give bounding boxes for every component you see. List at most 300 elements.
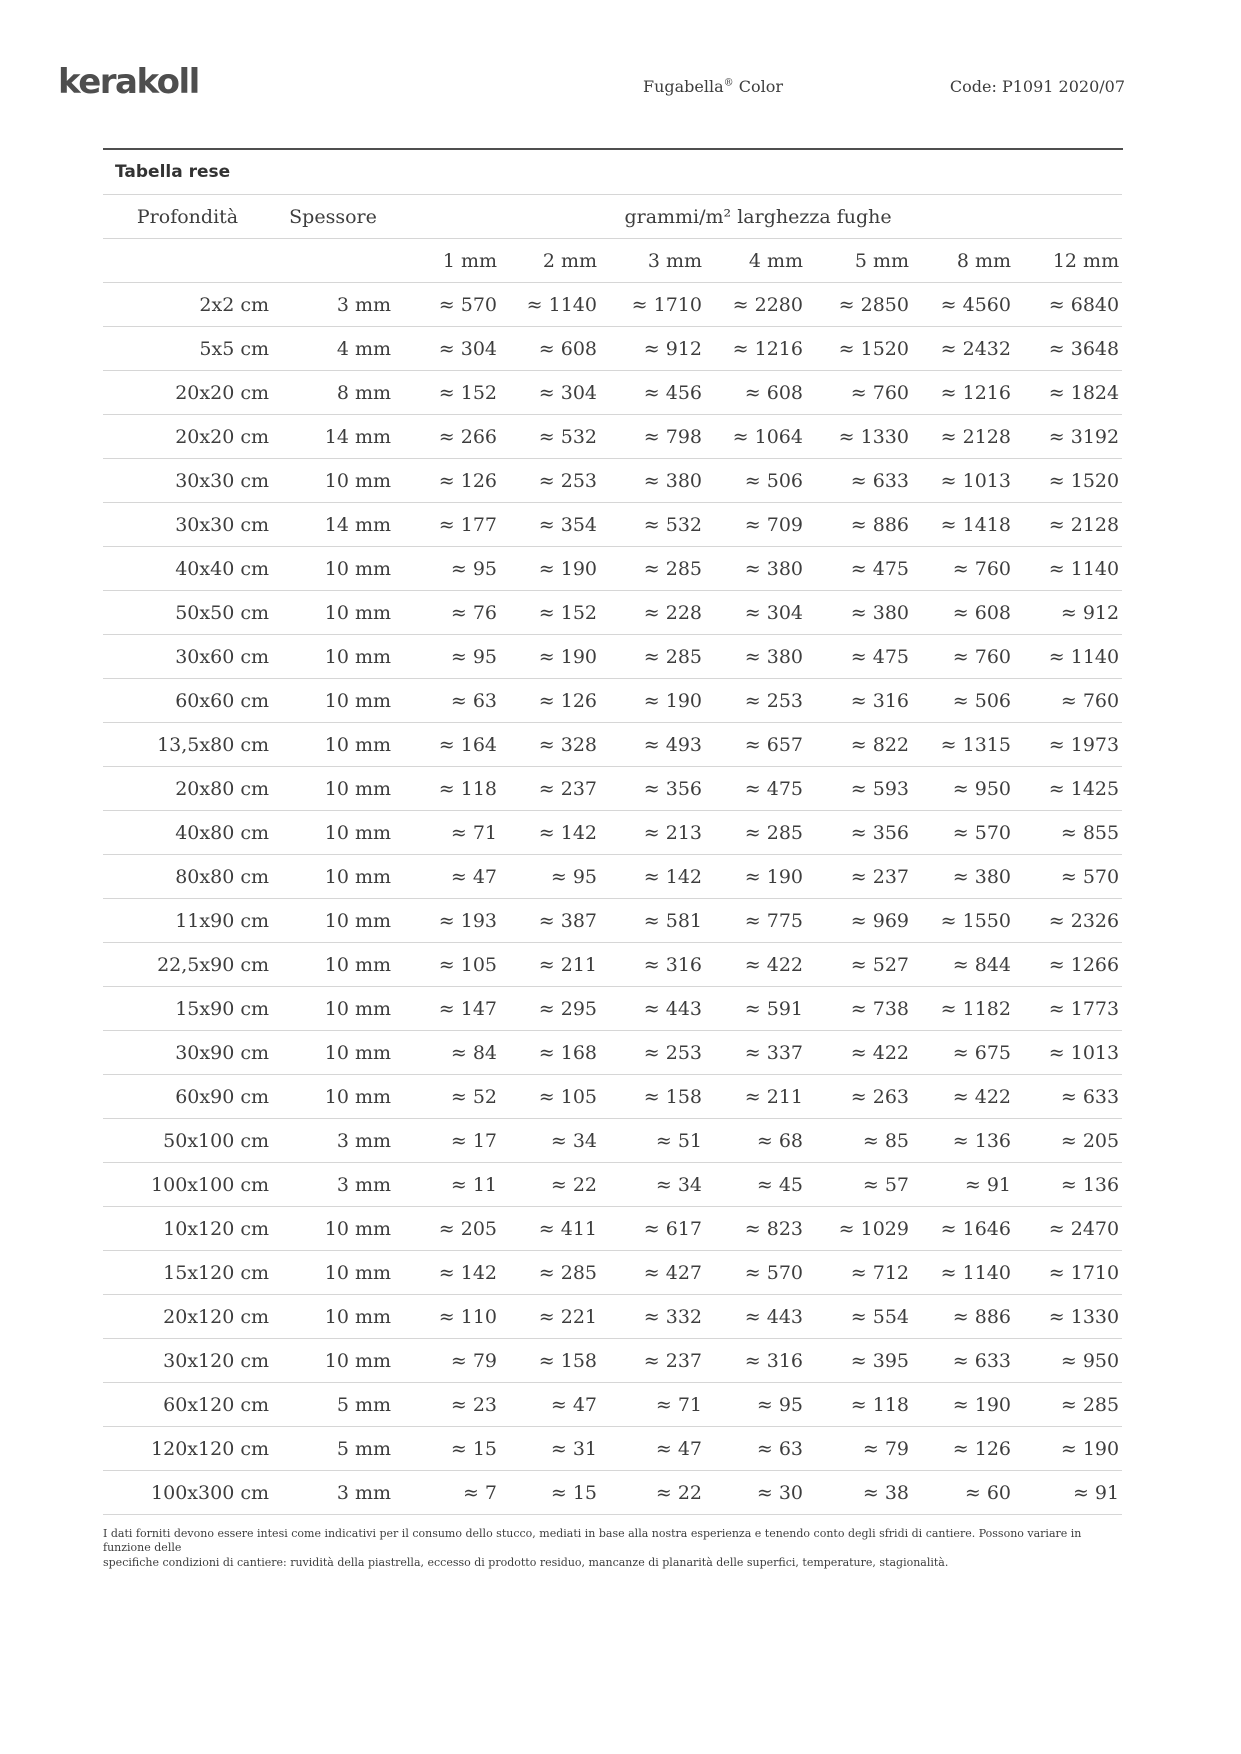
yield-value-cell: ≈ 1140 (1048, 557, 1120, 580)
yield-table-body (103, 283, 1122, 1515)
yield-value-cell: ≈ 57 (862, 1173, 909, 1196)
table-row (103, 415, 1122, 459)
table-row (103, 1295, 1122, 1339)
yield-value-cell: ≈ 1140 (1048, 645, 1120, 668)
yield-value-cell: ≈ 2470 (1048, 1217, 1120, 1240)
thickness-cell: 10 mm (324, 689, 391, 712)
thickness-cell: 10 mm (324, 1217, 391, 1240)
yield-value-cell: ≈ 798 (643, 425, 702, 448)
yield-value-cell: ≈ 1330 (838, 425, 909, 448)
yield-value-cell: ≈ 285 (643, 557, 702, 580)
yield-value-cell: ≈ 443 (744, 1305, 803, 1328)
yield-value-cell: ≈ 332 (643, 1305, 702, 1328)
table-row (103, 679, 1122, 723)
table-row (103, 1119, 1122, 1163)
yield-value-cell: ≈ 23 (450, 1393, 497, 1416)
yield-value-cell: ≈ 1216 (732, 337, 803, 360)
yield-value-cell: ≈ 912 (1060, 601, 1120, 624)
registered-trademark-symbol: ® (723, 77, 734, 89)
yield-table-section (103, 148, 1123, 1570)
yield-value-cell: ≈ 142 (643, 865, 702, 888)
format-cell: 40x40 cm (175, 557, 269, 580)
yield-value-cell: ≈ 532 (643, 513, 702, 536)
yield-value-cell: ≈ 422 (744, 953, 803, 976)
yield-value-cell: ≈ 1773 (1048, 997, 1120, 1020)
yield-value-cell: ≈ 1266 (1048, 953, 1120, 976)
empty-header-cell (103, 239, 272, 283)
format-cell: 120x120 cm (151, 1437, 269, 1460)
yield-value-cell: ≈ 760 (1060, 689, 1120, 712)
yield-value-cell: ≈ 142 (538, 821, 597, 844)
format-cell: 20x120 cm (163, 1305, 269, 1328)
yield-value-cell: ≈ 95 (550, 865, 597, 888)
table-row (103, 723, 1122, 767)
yield-value-cell: ≈ 79 (450, 1349, 497, 1372)
yield-value-cell: ≈ 633 (1060, 1085, 1120, 1108)
yield-value-cell: ≈ 105 (438, 953, 497, 976)
table-row (103, 811, 1122, 855)
yield-value-cell: ≈ 591 (744, 997, 803, 1020)
yield-value-cell: ≈ 950 (1060, 1349, 1120, 1372)
yield-value-cell: ≈ 213 (643, 821, 702, 844)
yield-value-cell: ≈ 95 (450, 645, 497, 668)
yield-value-cell: ≈ 190 (1060, 1437, 1120, 1460)
footnote-line: I dati forniti devono essere intesi come indicativi per il consumo dello stucco, mediati in base alla nostra esperienza e tenendo conto degli sfridi di cantiere. Possono variare in funzione delle (103, 1527, 1082, 1555)
document-code: Code: P1091 2020/07 (949, 77, 1125, 96)
table-row (103, 767, 1122, 811)
yield-value-cell: ≈ 221 (538, 1305, 597, 1328)
thickness-cell: 10 mm (324, 1041, 391, 1064)
yield-value-cell: ≈ 285 (1060, 1393, 1120, 1416)
yield-value-cell: ≈ 1140 (940, 1261, 1011, 1284)
yield-value-cell: ≈ 76 (450, 601, 497, 624)
yield-value-cell: ≈ 443 (643, 997, 702, 1020)
yield-value-cell: ≈ 285 (744, 821, 803, 844)
yield-value-cell: ≈ 316 (850, 689, 909, 712)
thickness-cell: 10 mm (324, 1085, 391, 1108)
yield-value-cell: ≈ 47 (655, 1437, 702, 1460)
format-cell: 5x5 cm (199, 337, 269, 360)
format-cell: 60x120 cm (163, 1393, 269, 1416)
yield-value-cell: ≈ 22 (655, 1481, 702, 1504)
yield-value-cell: ≈ 886 (952, 1305, 1011, 1328)
yield-value-cell: ≈ 30 (756, 1481, 803, 1504)
thickness-cell: 8 mm (336, 381, 391, 404)
grams-group-header: grammi/m² larghezza fughe (624, 205, 892, 228)
yield-value-cell: ≈ 1013 (940, 469, 1011, 492)
yield-value-cell: ≈ 228 (643, 601, 702, 624)
format-cell: 30x60 cm (175, 645, 269, 668)
yield-value-cell: ≈ 211 (744, 1085, 803, 1108)
kerakoll-logo: kerakoll (58, 62, 199, 102)
table-row (103, 1383, 1122, 1427)
format-cell: 30x90 cm (175, 1041, 269, 1064)
table-header-row-groups (103, 195, 1122, 239)
yield-value-cell: ≈ 570 (438, 293, 497, 316)
yield-table (103, 194, 1122, 1515)
yield-value-cell: ≈ 1710 (631, 293, 702, 316)
yield-value-cell: ≈ 177 (438, 513, 497, 536)
yield-value-cell: ≈ 253 (643, 1041, 702, 1064)
joint-width-header: 4 mm (748, 249, 803, 272)
yield-value-cell: ≈ 31 (550, 1437, 597, 1460)
thickness-cell: 10 mm (324, 1305, 391, 1328)
format-cell: 20x20 cm (175, 381, 269, 404)
thickness-cell: 3 mm (336, 1173, 391, 1196)
format-cell: 100x300 cm (151, 1481, 269, 1504)
yield-value-cell: ≈ 570 (744, 1261, 803, 1284)
yield-value-cell: ≈ 1216 (940, 381, 1011, 404)
yield-value-cell: ≈ 3192 (1048, 425, 1120, 448)
yield-value-cell: ≈ 158 (643, 1085, 702, 1108)
yield-value-cell: ≈ 608 (952, 601, 1011, 624)
format-cell: 30x30 cm (175, 513, 269, 536)
thickness-cell: 10 mm (324, 733, 391, 756)
yield-value-cell: ≈ 52 (450, 1085, 497, 1108)
yield-value-cell: ≈ 395 (850, 1349, 909, 1372)
yield-value-cell: ≈ 34 (655, 1173, 702, 1196)
yield-value-cell: ≈ 168 (538, 1041, 597, 1064)
yield-value-cell: ≈ 387 (538, 909, 597, 932)
thickness-cell: 10 mm (324, 645, 391, 668)
yield-value-cell: ≈ 126 (538, 689, 597, 712)
table-header-row-widths (103, 239, 1122, 283)
yield-value-cell: ≈ 427 (643, 1261, 702, 1284)
yield-value-cell: ≈ 142 (438, 1261, 497, 1284)
table-row (103, 1251, 1122, 1295)
product-name: Fugabella (642, 77, 724, 96)
yield-value-cell: ≈ 237 (643, 1349, 702, 1372)
yield-value-cell: ≈ 136 (952, 1129, 1011, 1152)
format-cell: 20x20 cm (175, 425, 269, 448)
table-row (103, 283, 1122, 327)
yield-value-cell: ≈ 126 (438, 469, 497, 492)
thickness-cell: 14 mm (324, 513, 391, 536)
yield-value-cell: ≈ 190 (643, 689, 702, 712)
yield-value-cell: ≈ 285 (538, 1261, 597, 1284)
yield-value-cell: ≈ 1425 (1048, 777, 1120, 800)
table-row (103, 1207, 1122, 1251)
document-product-title (643, 77, 783, 96)
yield-value-cell: ≈ 506 (744, 469, 803, 492)
yield-value-cell: ≈ 1824 (1048, 381, 1120, 404)
format-cell: 15x90 cm (175, 997, 269, 1020)
yield-value-cell: ≈ 7 (462, 1481, 497, 1504)
yield-value-cell: ≈ 136 (1060, 1173, 1120, 1196)
thickness-cell: 10 mm (324, 557, 391, 580)
yield-value-cell: ≈ 38 (862, 1481, 909, 1504)
yield-value-cell: ≈ 1520 (838, 337, 909, 360)
yield-value-cell: ≈ 823 (744, 1217, 803, 1240)
format-cell: 30x30 cm (175, 469, 269, 492)
yield-value-cell: ≈ 95 (450, 557, 497, 580)
format-cell: 11x90 cm (175, 909, 269, 932)
thickness-cell: 10 mm (324, 1349, 391, 1372)
table-row (103, 591, 1122, 635)
yield-value-cell: ≈ 110 (438, 1305, 497, 1328)
thickness-cell: 10 mm (324, 997, 391, 1020)
yield-value-cell: ≈ 356 (643, 777, 702, 800)
joint-width-header: 12 mm (1052, 249, 1120, 272)
yield-value-cell: ≈ 266 (438, 425, 497, 448)
yield-value-cell: ≈ 411 (538, 1217, 597, 1240)
table-row (103, 503, 1122, 547)
yield-value-cell: ≈ 822 (850, 733, 909, 756)
yield-value-cell: ≈ 164 (438, 733, 497, 756)
yield-value-cell: ≈ 493 (643, 733, 702, 756)
yield-value-cell: ≈ 205 (1060, 1129, 1120, 1152)
format-cell: 60x60 cm (175, 689, 269, 712)
yield-value-cell: ≈ 91 (1072, 1481, 1120, 1504)
yield-value-cell: ≈ 456 (643, 381, 702, 404)
yield-value-cell: ≈ 237 (850, 865, 909, 888)
thickness-cell: 5 mm (336, 1393, 391, 1416)
thickness-cell: 10 mm (324, 909, 391, 932)
yield-value-cell: ≈ 844 (952, 953, 1011, 976)
yield-value-cell: ≈ 68 (756, 1129, 803, 1152)
yield-value-cell: ≈ 633 (952, 1349, 1011, 1372)
yield-value-cell: ≈ 4560 (940, 293, 1011, 316)
yield-value-cell: ≈ 1182 (940, 997, 1011, 1020)
yield-value-cell: ≈ 608 (744, 381, 803, 404)
yield-value-cell: ≈ 422 (952, 1085, 1011, 1108)
yield-value-cell: ≈ 2326 (1048, 909, 1120, 932)
yield-value-cell: ≈ 79 (862, 1437, 909, 1460)
yield-value-cell: ≈ 2850 (838, 293, 909, 316)
empty-header-cell (272, 239, 394, 283)
yield-value-cell: ≈ 712 (850, 1261, 909, 1284)
table-title: Tabella rese (115, 162, 231, 182)
yield-value-cell: ≈ 71 (655, 1393, 702, 1416)
table-row (103, 987, 1122, 1031)
yield-value-cell: ≈ 1550 (940, 909, 1011, 932)
table-row (103, 1163, 1122, 1207)
format-cell: 50x50 cm (175, 601, 269, 624)
yield-value-cell: ≈ 506 (952, 689, 1011, 712)
format-cell: 13,5x80 cm (157, 733, 269, 756)
yield-value-cell: ≈ 190 (538, 557, 597, 580)
yield-value-cell: ≈ 190 (744, 865, 803, 888)
yield-value-cell: ≈ 3648 (1048, 337, 1120, 360)
format-cell: 30x120 cm (163, 1349, 269, 1372)
yield-value-cell: ≈ 190 (538, 645, 597, 668)
thickness-cell: 10 mm (324, 469, 391, 492)
table-row (103, 371, 1122, 415)
table-row (103, 1471, 1122, 1515)
yield-value-cell: ≈ 1013 (1048, 1041, 1120, 1064)
yield-value-cell: ≈ 633 (850, 469, 909, 492)
footnote (103, 1527, 1123, 1570)
yield-value-cell: ≈ 2128 (940, 425, 1011, 448)
yield-value-cell: ≈ 15 (450, 1437, 497, 1460)
table-row (103, 327, 1122, 371)
table-row (103, 943, 1122, 987)
yield-value-cell: ≈ 570 (1060, 865, 1120, 888)
yield-value-cell: ≈ 304 (538, 381, 597, 404)
yield-value-cell: ≈ 158 (538, 1349, 597, 1372)
yield-value-cell: ≈ 1029 (838, 1217, 909, 1240)
thickness-cell: 10 mm (324, 1261, 391, 1284)
joint-width-header: 5 mm (854, 249, 909, 272)
yield-value-cell: ≈ 527 (850, 953, 909, 976)
yield-value-cell: ≈ 211 (538, 953, 597, 976)
yield-value-cell: ≈ 1064 (732, 425, 803, 448)
yield-value-cell: ≈ 2432 (940, 337, 1011, 360)
yield-value-cell: ≈ 532 (538, 425, 597, 448)
yield-value-cell: ≈ 237 (538, 777, 597, 800)
yield-value-cell: ≈ 475 (850, 645, 909, 668)
yield-value-cell: ≈ 253 (744, 689, 803, 712)
yield-value-cell: ≈ 85 (862, 1129, 909, 1152)
yield-value-cell: ≈ 1315 (940, 733, 1011, 756)
format-cell: 10x120 cm (163, 1217, 269, 1240)
format-cell: 15x120 cm (163, 1261, 269, 1284)
yield-value-cell: ≈ 1520 (1048, 469, 1120, 492)
yield-value-cell: ≈ 380 (744, 645, 803, 668)
joint-width-header: 8 mm (956, 249, 1011, 272)
yield-value-cell: ≈ 91 (964, 1173, 1011, 1196)
format-cell: 40x80 cm (175, 821, 269, 844)
format-cell: 22,5x90 cm (157, 953, 269, 976)
yield-value-cell: ≈ 675 (952, 1041, 1011, 1064)
yield-value-cell: ≈ 554 (850, 1305, 909, 1328)
yield-value-cell: ≈ 2128 (1048, 513, 1120, 536)
yield-value-cell: ≈ 47 (450, 865, 497, 888)
yield-value-cell: ≈ 22 (550, 1173, 597, 1196)
table-row (103, 1031, 1122, 1075)
yield-value-cell: ≈ 855 (1060, 821, 1120, 844)
table-row (103, 459, 1122, 503)
yield-value-cell: ≈ 380 (952, 865, 1011, 888)
format-cell: 50x100 cm (163, 1129, 269, 1152)
yield-value-cell: ≈ 475 (744, 777, 803, 800)
yield-value-cell: ≈ 193 (438, 909, 497, 932)
yield-value-cell: ≈ 1140 (526, 293, 597, 316)
yield-value-cell: ≈ 84 (450, 1041, 497, 1064)
yield-value-cell: ≈ 475 (850, 557, 909, 580)
format-cell: 60x90 cm (175, 1085, 269, 1108)
yield-value-cell: ≈ 47 (550, 1393, 597, 1416)
yield-value-cell: ≈ 118 (850, 1393, 909, 1416)
yield-value-cell: ≈ 45 (756, 1173, 803, 1196)
yield-value-cell: ≈ 969 (850, 909, 909, 932)
yield-value-cell: ≈ 15 (550, 1481, 597, 1504)
yield-value-cell: ≈ 152 (438, 381, 497, 404)
yield-value-cell: ≈ 328 (538, 733, 597, 756)
thickness-cell: 4 mm (336, 337, 391, 360)
joint-width-header: 2 mm (542, 249, 597, 272)
joint-width-header: 1 mm (442, 249, 497, 272)
yield-value-cell: ≈ 11 (450, 1173, 497, 1196)
yield-value-cell: ≈ 950 (952, 777, 1011, 800)
yield-value-cell: ≈ 380 (850, 601, 909, 624)
table-row (103, 1075, 1122, 1119)
yield-value-cell: ≈ 34 (550, 1129, 597, 1152)
table-row (103, 1339, 1122, 1383)
yield-value-cell: ≈ 657 (744, 733, 803, 756)
thickness-cell: 5 mm (336, 1437, 391, 1460)
yield-value-cell: ≈ 118 (438, 777, 497, 800)
format-cell: 2x2 cm (199, 293, 269, 316)
yield-value-cell: ≈ 105 (538, 1085, 597, 1108)
yield-value-cell: ≈ 608 (538, 337, 597, 360)
yield-value-cell: ≈ 63 (756, 1437, 803, 1460)
yield-value-cell: ≈ 886 (850, 513, 909, 536)
thickness-cell: 10 mm (324, 777, 391, 800)
format-cell: 80x80 cm (175, 865, 269, 888)
yield-value-cell: ≈ 775 (744, 909, 803, 932)
yield-value-cell: ≈ 1646 (940, 1217, 1011, 1240)
yield-value-cell: ≈ 71 (450, 821, 497, 844)
format-column-header: Profondità (136, 205, 239, 228)
yield-value-cell: ≈ 152 (538, 601, 597, 624)
yield-value-cell: ≈ 126 (952, 1437, 1011, 1460)
yield-value-cell: ≈ 570 (952, 821, 1011, 844)
thickness-cell: 10 mm (324, 821, 391, 844)
thickness-cell: 3 mm (336, 293, 391, 316)
product-name-suffix: Color (733, 77, 784, 96)
thickness-cell: 3 mm (336, 1481, 391, 1504)
yield-value-cell: ≈ 617 (643, 1217, 702, 1240)
yield-value-cell: ≈ 709 (744, 513, 803, 536)
yield-value-cell: ≈ 6840 (1048, 293, 1120, 316)
yield-value-cell: ≈ 263 (850, 1085, 909, 1108)
thickness-column-header: Spessore (289, 205, 377, 228)
yield-value-cell: ≈ 295 (538, 997, 597, 1020)
yield-value-cell: ≈ 380 (744, 557, 803, 580)
yield-value-cell: ≈ 51 (655, 1129, 702, 1152)
yield-value-cell: ≈ 316 (744, 1349, 803, 1372)
yield-value-cell: ≈ 147 (438, 997, 497, 1020)
thickness-cell: 3 mm (336, 1129, 391, 1152)
yield-value-cell: ≈ 760 (952, 557, 1011, 580)
yield-value-cell: ≈ 304 (744, 601, 803, 624)
joint-width-header: 3 mm (647, 249, 702, 272)
footnote-line: specifiche condizioni di cantiere: ruvidità della piastrella, eccesso di prodotto residuo, mancanze di planarità delle superfici, temperature, stagionalità. (103, 1555, 949, 1569)
yield-value-cell: ≈ 2280 (732, 293, 803, 316)
yield-value-cell: ≈ 304 (438, 337, 497, 360)
yield-value-cell: ≈ 354 (538, 513, 597, 536)
yield-value-cell: ≈ 912 (643, 337, 702, 360)
table-row (103, 855, 1122, 899)
yield-value-cell: ≈ 356 (850, 821, 909, 844)
table-row (103, 899, 1122, 943)
table-row (103, 635, 1122, 679)
format-cell: 20x80 cm (175, 777, 269, 800)
yield-value-cell: ≈ 1418 (940, 513, 1011, 536)
yield-value-cell: ≈ 760 (952, 645, 1011, 668)
thickness-cell: 14 mm (324, 425, 391, 448)
yield-value-cell: ≈ 1710 (1048, 1261, 1120, 1284)
yield-value-cell: ≈ 285 (643, 645, 702, 668)
format-cell: 100x100 cm (151, 1173, 269, 1196)
thickness-cell: 10 mm (324, 865, 391, 888)
yield-value-cell: ≈ 60 (964, 1481, 1011, 1504)
yield-value-cell: ≈ 593 (850, 777, 909, 800)
thickness-cell: 10 mm (324, 953, 391, 976)
yield-value-cell: ≈ 63 (450, 689, 497, 712)
yield-value-cell: ≈ 1973 (1048, 733, 1120, 756)
yield-value-cell: ≈ 380 (643, 469, 702, 492)
yield-value-cell: ≈ 95 (756, 1393, 803, 1416)
yield-value-cell: ≈ 581 (643, 909, 702, 932)
yield-value-cell: ≈ 760 (850, 381, 909, 404)
yield-value-cell: ≈ 337 (744, 1041, 803, 1064)
yield-value-cell: ≈ 205 (438, 1217, 497, 1240)
yield-value-cell: ≈ 190 (952, 1393, 1011, 1416)
table-row (103, 547, 1122, 591)
yield-value-cell: ≈ 17 (450, 1129, 497, 1152)
